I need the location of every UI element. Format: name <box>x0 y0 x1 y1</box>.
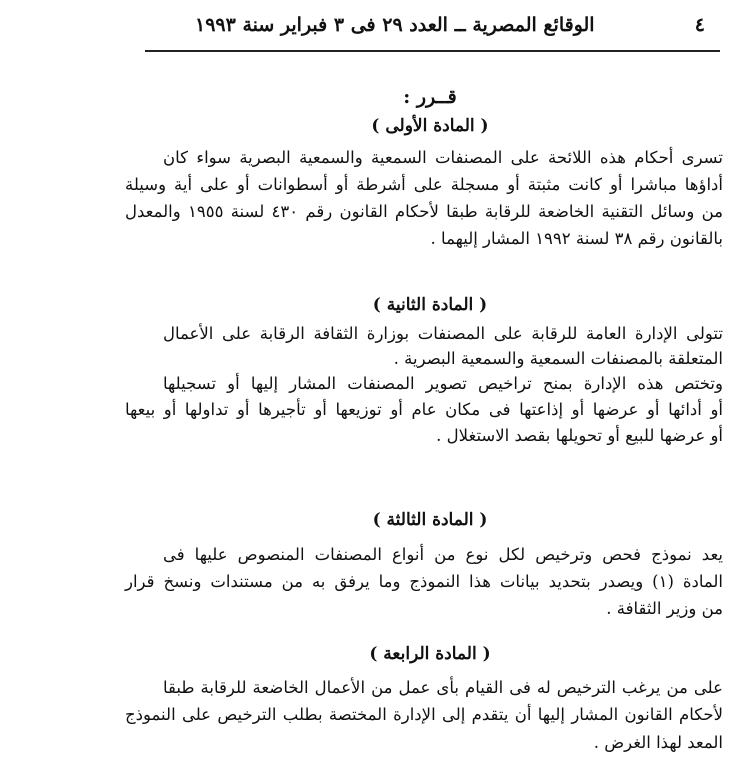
article-3-heading: ( المادة الثالثة ) <box>372 510 488 530</box>
article-3-line: يعد نموذج فحص وترخيص لكل نوع من أنواع المصنفات المنصوص عليها فى <box>163 545 723 564</box>
page-header <box>195 14 715 44</box>
article-1-heading: ( المادة الأولى ) <box>371 116 489 136</box>
article-2-line: أو عرضها للبيع أو تحويلها بقصد الاستغلال . <box>436 426 723 445</box>
article-3-line: المادة (١) ويصدر بتحديد بيانات هذا النموذج وما يرفق به من مستندات ونسخ قرار <box>125 572 723 591</box>
decree-title: قــرر : <box>403 86 457 108</box>
article-2-heading: ( المادة الثانية ) <box>372 295 488 315</box>
article-1-line: من وسائل التقنية الخاضعة للرقابة طبقا لأحكام القانون رقم ٤٣٠ لسنة ١٩٥٥ والمعدل <box>125 202 723 221</box>
article-4-line: المعد لهذا الغرض . <box>593 733 723 752</box>
article-4-line: على من يرغب الترخيص له فى القيام بأى عمل من الأعمال الخاضعة للرقابة طبقا <box>163 678 723 697</box>
article-2-line: وتختص هذه الإدارة بمنح تراخيص تصوير المصنفات المشار إليها أو تسجيلها <box>163 374 723 393</box>
article-2-line: المتعلقة بالمصنفات السمعية والسمعية البصرية . <box>393 349 723 368</box>
article-4-line: لأحكام القانون المشار إليها أن يتقدم إلى الإدارة المختصة بطلب الترخيص على النموذج <box>125 705 723 724</box>
article-1-line: بالقانون رقم ٣٨ لسنة ١٩٩٢ المشار إليهما . <box>430 229 723 248</box>
article-1-line: أداؤها مباشرا أو كانت مثبتة أو مسجلة على أشرطة أو أسطوانات أو على أية وسيلة <box>125 175 723 194</box>
header-rule <box>145 50 720 52</box>
article-2-line: تتولى الإدارة العامة للرقابة على المصنفات بوزارة الثقافة الرقابة على الأعمال <box>163 324 723 343</box>
article-4-heading: ( المادة الرابعة ) <box>369 644 491 664</box>
gazette-title: الوقائع المصرية ــ العدد ٢٩ فى ٣ فبراير سنة ١٩٩٣ <box>195 14 595 36</box>
page-number: ٤ <box>694 14 705 36</box>
article-3-line: من وزير الثقافة . <box>606 599 723 618</box>
article-2-line: أو أدائها أو عرضها أو إذاعتها فى مكان عام أو توزيعها أو تأجيرها أو تداولها أو بيعها <box>125 400 723 419</box>
article-1-line: تسرى أحكام هذه اللائحة على المصنفات السمعية والسمعية البصرية سواء كان <box>163 148 723 167</box>
